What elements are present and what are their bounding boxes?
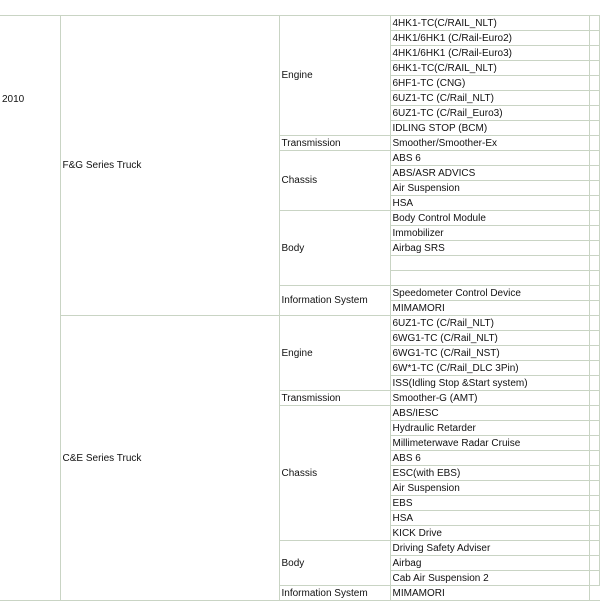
system-category-cell: Chassis	[279, 406, 390, 541]
system-item-cell: HSA	[390, 196, 589, 211]
system-category-cell: Body	[279, 211, 390, 286]
system-item-cell: Smoother/Smoother-Ex	[390, 136, 589, 151]
system-category-cell: Transmission	[279, 136, 390, 151]
system-item-cell: Millimeterwave Radar Cruise	[390, 436, 589, 451]
system-item-cell: MIMAMORI	[390, 586, 589, 601]
system-item-cell: Body Control Module	[390, 211, 589, 226]
system-item-cell: 6UZ1-TC (C/Rail_Euro3)	[390, 106, 589, 121]
system-item-cell: 4HK1-TC(C/RAIL_NLT)	[390, 16, 589, 31]
empty-cell	[589, 586, 600, 601]
system-category-cell: Transmission	[279, 391, 390, 406]
system-item-cell: Air Suspension	[390, 481, 589, 496]
system-category-cell: Engine	[279, 16, 390, 136]
vehicle-system-table	[0, 15, 600, 601]
system-item-cell: 6HK1-TC(C/RAIL_NLT)	[390, 61, 589, 76]
system-item-cell: EBS	[390, 496, 589, 511]
vehicle-system-table-wrapper	[0, 15, 600, 601]
system-item-cell: Cab Air Suspension 2	[390, 571, 589, 586]
system-item-cell: IDLING STOP (BCM)	[390, 121, 589, 136]
system-item-cell	[390, 256, 589, 271]
system-item-cell: 6UZ1-TC (C/Rail_NLT)	[390, 91, 589, 106]
system-item-cell: ABS/IESC	[390, 406, 589, 421]
system-item-cell: Airbag	[390, 556, 589, 571]
system-item-cell: Smoother-G (AMT)	[390, 391, 589, 406]
series-name-cell: F&G Series Truck	[60, 16, 279, 316]
system-item-cell: 4HK1/6HK1 (C/Rail-Euro2)	[390, 31, 589, 46]
system-category-cell: Information System	[279, 286, 390, 316]
system-item-cell: 6UZ1-TC (C/Rail_NLT)	[390, 316, 589, 331]
system-item-cell: KICK Drive	[390, 526, 589, 541]
system-item-cell: Airbag SRS	[390, 241, 589, 256]
system-item-cell: 4HK1/6HK1 (C/Rail-Euro3)	[390, 46, 589, 61]
system-item-cell: Immobilizer	[390, 226, 589, 241]
system-category-cell: Chassis	[279, 151, 390, 211]
system-item-cell: ABS 6	[390, 451, 589, 466]
system-item-cell: 6WG1-TC (C/Rail_NLT)	[390, 331, 589, 346]
system-item-cell: ESC(with EBS)	[390, 466, 589, 481]
system-item-cell: 6HF1-TC (CNG)	[390, 76, 589, 91]
system-item-cell: Speedometer Control Device	[390, 286, 589, 301]
model-year-cell: 2010	[0, 16, 60, 601]
series-name-cell: C&E Series Truck	[60, 316, 279, 601]
system-item-cell: ABS/ASR ADVICS	[390, 166, 589, 181]
system-item-cell: 6WG1-TC (C/Rail_NST)	[390, 346, 589, 361]
system-category-cell: Information System	[279, 586, 390, 601]
table-body	[0, 16, 600, 601]
table-row	[0, 16, 600, 31]
system-item-cell: MIMAMORI	[390, 301, 589, 316]
system-item-cell: Hydraulic Retarder	[390, 421, 589, 436]
system-category-cell: Body	[279, 541, 390, 586]
table-row	[0, 316, 600, 331]
system-category-cell: Engine	[279, 316, 390, 391]
system-item-cell: ISS(Idling Stop &Start system)	[390, 376, 589, 391]
system-item-cell: Air Suspension	[390, 181, 589, 196]
system-item-cell: ABS 6	[390, 151, 589, 166]
system-item-cell	[390, 271, 589, 286]
system-item-cell: 6W*1-TC (C/Rail_DLC 3Pin)	[390, 361, 589, 376]
system-item-cell: HSA	[390, 511, 589, 526]
system-item-cell: Driving Safety Adviser	[390, 541, 589, 556]
